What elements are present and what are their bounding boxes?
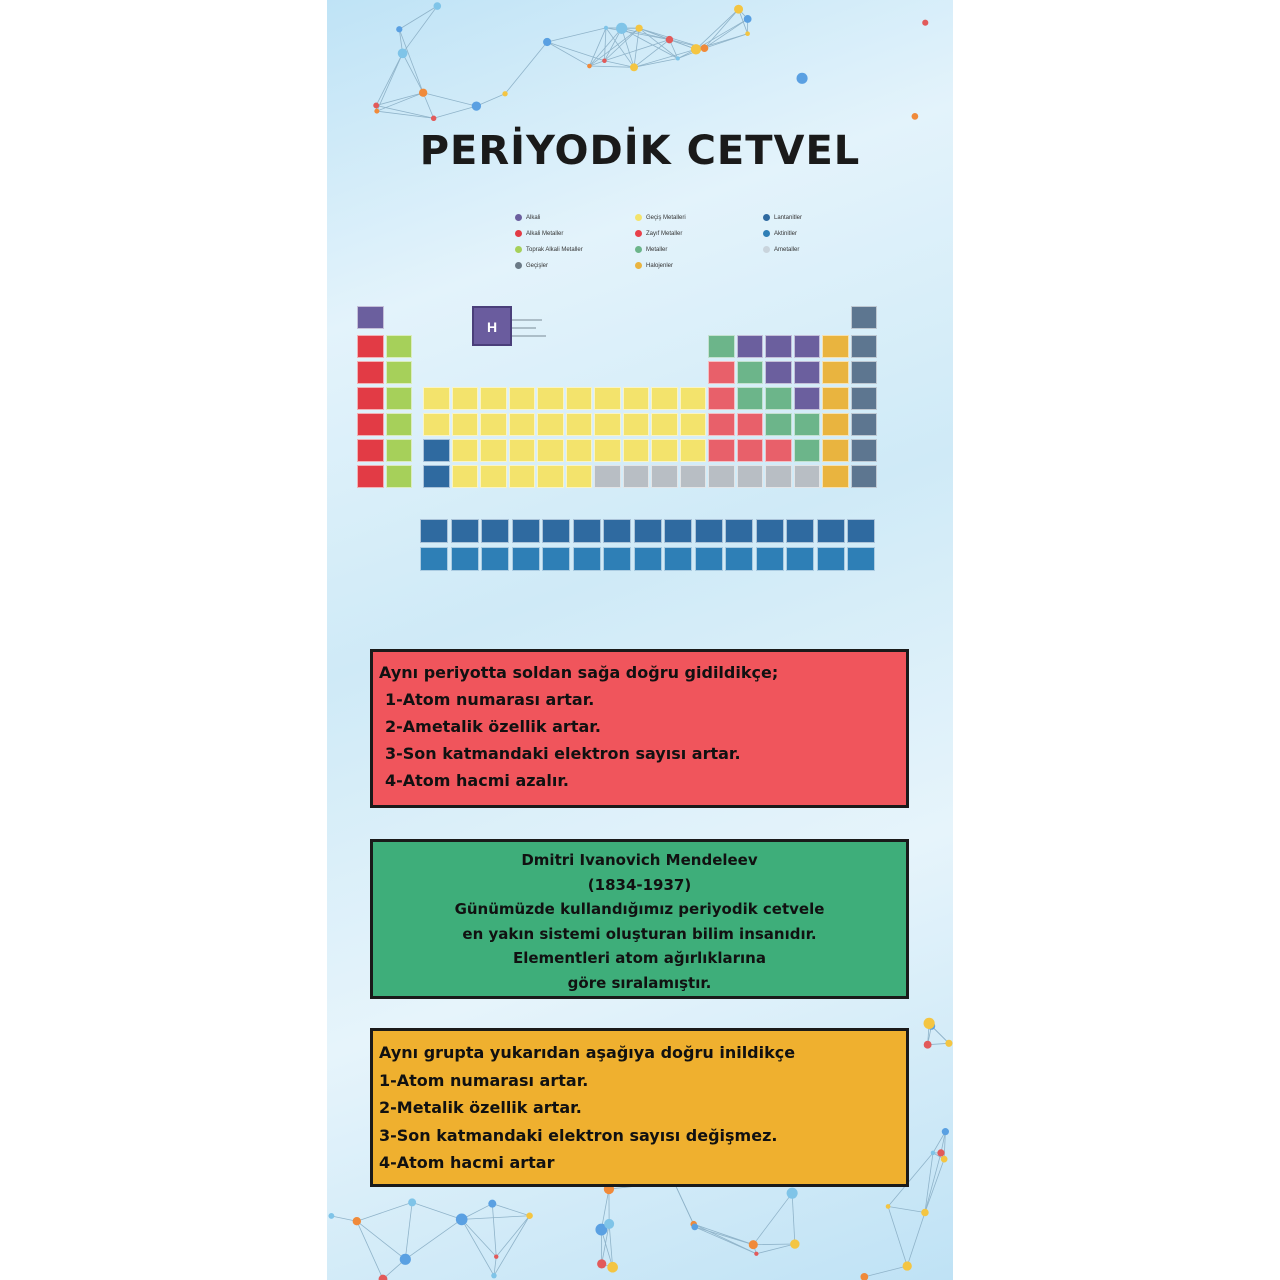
legend-color-dot	[763, 214, 770, 221]
element-cell	[452, 387, 479, 410]
molecule-atom	[400, 1254, 411, 1265]
element-cell	[451, 519, 479, 543]
molecule-bond	[357, 1202, 412, 1221]
molecule-bond	[492, 1204, 529, 1216]
element-cell	[851, 413, 878, 436]
molecule-bond	[494, 1216, 530, 1276]
group-trend-item: 4-Atom hacmi artar	[379, 1153, 555, 1172]
element-cell	[623, 465, 650, 488]
molecule-bond	[462, 1216, 530, 1220]
molecule-bond	[547, 28, 606, 42]
element-cell	[794, 413, 821, 436]
element-cell	[481, 547, 509, 571]
element-cell	[480, 439, 507, 462]
element-cell	[480, 413, 507, 436]
element-cell	[765, 465, 792, 488]
element-cell	[386, 413, 413, 436]
molecule-atom	[676, 56, 680, 60]
molecule-atom	[691, 1224, 698, 1231]
element-cell	[480, 387, 507, 410]
element-cell	[680, 413, 707, 436]
molecule-bond	[462, 1219, 497, 1256]
molecule-atom	[701, 44, 709, 52]
mendeleev-years: (1834-1937)	[587, 875, 692, 894]
element-cell	[423, 387, 450, 410]
legend-label: Alkali Metaller	[526, 230, 564, 237]
element-cell	[794, 387, 821, 410]
element-cell	[851, 387, 878, 410]
molecule-bond	[357, 1221, 383, 1279]
element-cell	[537, 465, 564, 488]
molecule-atom	[396, 26, 402, 32]
element-cell	[386, 465, 413, 488]
legend-color-dot	[515, 230, 522, 237]
element-cell	[594, 465, 621, 488]
molecule-atom	[749, 1240, 758, 1249]
molecule-bond	[674, 1182, 695, 1226]
molecule-atom	[903, 1261, 912, 1270]
element-cell	[794, 439, 821, 462]
molecule-bond	[756, 1244, 794, 1254]
element-cell	[851, 306, 878, 329]
molecule-bond	[405, 1219, 461, 1259]
element-cell	[603, 519, 631, 543]
mendeleev-text: Günümüzde kullandığımız periyodik cetvele	[454, 900, 825, 918]
molecule-bond	[925, 1159, 944, 1212]
element-cell	[537, 413, 564, 436]
element-cell	[566, 439, 593, 462]
element-cell	[537, 387, 564, 410]
molecule-bond	[462, 1219, 494, 1275]
legend-label: Lantanitler	[774, 214, 803, 221]
mendeleev-text: en yakın sistemi oluşturan bilim insanıdır.	[462, 924, 817, 943]
molecule-atom	[924, 1018, 935, 1029]
element-cell	[594, 439, 621, 462]
mendeleev-name: Dmitri Ivanovich Mendeleev	[521, 851, 758, 869]
element-cell	[420, 519, 448, 543]
legend-item	[515, 246, 635, 253]
molecule-atom	[543, 38, 551, 46]
element-cell	[509, 439, 536, 462]
element-cell	[680, 439, 707, 462]
molecule-bond	[753, 1193, 792, 1245]
group-trend-item: 1-Atom numarası artar.	[379, 1070, 589, 1090]
element-cell	[634, 519, 662, 543]
molecule-bond	[925, 1153, 941, 1213]
legend-item	[635, 230, 755, 237]
molecule-bond	[888, 1206, 907, 1266]
element-cell	[386, 335, 413, 358]
poster	[327, 0, 953, 1280]
molecule-bond	[399, 29, 423, 92]
molecule-atom	[602, 59, 607, 64]
element-cell	[651, 387, 678, 410]
element-cell	[695, 547, 723, 571]
molecule-atom	[787, 1188, 798, 1199]
element-cell	[512, 547, 540, 571]
element-cell	[452, 413, 479, 436]
element-cell	[566, 413, 593, 436]
molecule-bond	[376, 53, 402, 105]
element-cell	[357, 335, 384, 358]
molecule-bond	[357, 1221, 405, 1259]
legend-color-dot	[635, 230, 642, 237]
molecule-atom	[734, 5, 743, 14]
molecule-atom	[491, 1273, 496, 1278]
molecule-atom	[790, 1239, 799, 1248]
molecule-atom	[912, 113, 919, 120]
legend-item	[635, 214, 755, 221]
molecule-bond	[634, 40, 669, 68]
molecule-atom	[604, 26, 608, 30]
hydrogen-detail-cell: H	[472, 306, 512, 346]
molecule-atom	[931, 1151, 935, 1155]
element-cell	[481, 519, 509, 543]
legend-label: Aktinitler	[774, 230, 798, 237]
molecule-atom	[635, 25, 642, 32]
molecule-atom	[945, 1040, 952, 1047]
legend-item	[763, 246, 883, 253]
element-cell	[708, 413, 735, 436]
element-cell	[847, 519, 875, 543]
element-cell	[386, 387, 413, 410]
element-cell	[708, 465, 735, 488]
molecule-atom	[745, 31, 750, 36]
element-cell	[794, 335, 821, 358]
element-cell	[737, 335, 764, 358]
molecule-atom	[398, 48, 408, 58]
molecule-atom	[328, 1213, 334, 1219]
molecule-bond	[634, 58, 678, 67]
legend-label: Toprak Alkali Metaller	[526, 246, 583, 253]
element-cell	[737, 361, 764, 384]
molecule-atom	[373, 103, 379, 109]
molecule-atom	[607, 1262, 618, 1273]
legend-item	[515, 262, 635, 269]
element-cell	[594, 387, 621, 410]
legend-item	[763, 230, 883, 237]
molecule-bond	[405, 1202, 412, 1259]
element-cell	[680, 387, 707, 410]
element-cell	[851, 361, 878, 384]
legend-label: Metaller	[646, 246, 668, 253]
molecule-atom	[374, 109, 379, 114]
group-trend-item: 3-Son katmandaki elektron sayısı değişmez.	[379, 1125, 778, 1145]
molecule-atom	[616, 23, 627, 34]
element-cell	[822, 439, 849, 462]
element-cell	[794, 361, 821, 384]
legend-item	[635, 262, 755, 269]
legend-color-dot	[515, 214, 522, 221]
element-cell	[765, 387, 792, 410]
element-cell	[573, 519, 601, 543]
element-cell	[452, 465, 479, 488]
molecule-bond	[695, 1227, 757, 1254]
element-cell	[765, 361, 792, 384]
element-cell	[357, 306, 384, 329]
element-cell	[851, 335, 878, 358]
legend-color-dot	[635, 214, 642, 221]
molecule-atom	[597, 1259, 606, 1268]
element-cell	[851, 439, 878, 462]
molecule-atom	[526, 1212, 533, 1219]
element-cell	[357, 413, 384, 436]
molecule-atom	[587, 64, 592, 69]
molecule-bond	[792, 1193, 795, 1244]
element-cell	[664, 519, 692, 543]
element-cell	[695, 519, 723, 543]
legend-color-dot	[515, 246, 522, 253]
page-title: PERİYODİK CETVEL	[419, 128, 861, 174]
molecule-atom	[942, 1128, 949, 1135]
period-trend-item: 1-Atom numarası artar.	[385, 690, 595, 709]
molecule-bond	[412, 1202, 462, 1219]
legend-color-dot	[763, 230, 770, 237]
legend-label: Alkali	[526, 214, 541, 221]
molecule-atom	[494, 1254, 498, 1258]
molecule-bond	[888, 1206, 925, 1212]
element-cell	[623, 387, 650, 410]
molecule-atom	[666, 36, 674, 44]
element-cell	[725, 519, 753, 543]
element-cell	[786, 519, 814, 543]
molecule-atom	[604, 1219, 614, 1229]
element-cell	[651, 465, 678, 488]
element-cell	[386, 361, 413, 384]
element-cell	[680, 465, 707, 488]
molecule-bond	[476, 94, 505, 106]
element-cell	[737, 439, 764, 462]
legend-label: Geçişler	[526, 262, 549, 269]
molecule-atom	[921, 1209, 929, 1217]
element-cell	[708, 387, 735, 410]
element-cell	[765, 335, 792, 358]
molecule-bond	[434, 106, 477, 118]
element-cell	[794, 465, 821, 488]
molecule-bond	[376, 93, 423, 106]
element-cell	[623, 439, 650, 462]
molecule-atom	[924, 1041, 932, 1049]
legend-item	[515, 214, 635, 221]
element-cell	[737, 387, 764, 410]
legend-item	[515, 230, 635, 237]
molecule-atom	[433, 2, 441, 10]
element-cell	[420, 547, 448, 571]
molecule-atom	[886, 1204, 891, 1209]
element-cell	[603, 547, 631, 571]
molecule-atom	[744, 15, 752, 23]
element-cell	[509, 413, 536, 436]
mendeleev-box	[370, 839, 909, 999]
molecule-bond	[639, 28, 678, 58]
molecule-atom	[456, 1214, 468, 1226]
molecule-bond	[864, 1266, 907, 1277]
element-cell	[566, 387, 593, 410]
element-cell	[594, 413, 621, 436]
molecule-bond	[492, 1204, 496, 1257]
molecule-bond	[399, 6, 437, 29]
element-cell	[708, 361, 735, 384]
period-trend-box	[370, 649, 909, 808]
legend-label: Halojenler	[646, 262, 674, 269]
element-cell	[822, 387, 849, 410]
molecule-atom	[754, 1252, 758, 1256]
molecule-atom	[502, 91, 507, 96]
molecule-bond	[423, 93, 476, 106]
molecule-bond	[604, 28, 606, 61]
legend-label: Geçiş Metalleri	[646, 214, 686, 221]
element-cell	[786, 547, 814, 571]
group-trend-box	[370, 1028, 909, 1187]
molecule-atom	[431, 116, 436, 121]
molecule-atom	[408, 1198, 416, 1206]
legend-color-dot	[635, 262, 642, 269]
element-cell	[451, 547, 479, 571]
legend-label: Ametaller	[774, 246, 800, 253]
element-cell	[623, 413, 650, 436]
element-cell	[357, 361, 384, 384]
element-cell	[737, 465, 764, 488]
molecule-bond	[606, 28, 634, 67]
group-trend-item: 2-Metalik özellik artar.	[379, 1098, 582, 1117]
element-cell	[822, 465, 849, 488]
molecule-bond	[925, 1153, 933, 1213]
period-trend-item: 2-Ametalik özellik artar.	[385, 717, 601, 736]
element-cell	[452, 439, 479, 462]
element-cell	[847, 547, 875, 571]
period-trend-item: 4-Atom hacmi azalır.	[385, 771, 569, 790]
period-trend-item: 3-Son katmandaki elektron sayısı artar.	[385, 744, 741, 763]
mendeleev-text: göre sıralamıştır.	[567, 973, 712, 992]
legend-item	[763, 214, 883, 221]
element-cell	[822, 413, 849, 436]
molecule-atom	[630, 63, 638, 71]
molecule-bond	[753, 1244, 795, 1245]
element-cell	[480, 465, 507, 488]
molecule-atom	[922, 20, 928, 26]
element-cell	[817, 547, 845, 571]
element-cell	[765, 413, 792, 436]
molecule-atom	[353, 1217, 361, 1225]
element-cell	[423, 465, 450, 488]
element-cell	[725, 547, 753, 571]
element-cell	[537, 439, 564, 462]
legend	[515, 214, 865, 276]
element-cell	[756, 547, 784, 571]
element-cell	[822, 361, 849, 384]
molecule-bond	[496, 1216, 529, 1257]
element-cell	[651, 413, 678, 436]
molecule-bond	[403, 6, 438, 53]
element-cell	[509, 465, 536, 488]
element-cell	[386, 439, 413, 462]
detail-callout-lines	[512, 314, 550, 340]
element-cell	[423, 413, 450, 436]
molecule-atom	[797, 73, 808, 84]
legend-label: Zayıf Metaller	[646, 230, 683, 237]
element-cell	[708, 439, 735, 462]
molecule-atom	[488, 1200, 496, 1208]
element-cell	[651, 439, 678, 462]
legend-color-dot	[635, 246, 642, 253]
molecule-atom	[472, 101, 481, 110]
element-cell	[423, 439, 450, 462]
element-cell	[737, 413, 764, 436]
element-cell	[509, 387, 536, 410]
group-trend-heading: Aynı grupta yukarıdan aşağıya doğru inildikçe	[379, 1043, 796, 1062]
molecule-atom	[860, 1273, 868, 1280]
period-trend-heading: Aynı periyotta soldan sağa doğru gidildikçe;	[379, 663, 779, 682]
element-cell	[634, 547, 662, 571]
element-cell	[708, 335, 735, 358]
element-cell	[357, 387, 384, 410]
mendeleev-text: Elementleri atom ağırlıklarına	[512, 949, 766, 967]
element-cell	[542, 547, 570, 571]
element-cell	[566, 465, 593, 488]
element-cell	[357, 439, 384, 462]
molecule-atom	[691, 44, 701, 54]
legend-color-dot	[763, 246, 770, 253]
molecule-atom	[419, 89, 427, 97]
periodic-table	[357, 306, 931, 576]
element-cell	[756, 519, 784, 543]
molecule-bond	[505, 42, 547, 94]
molecule-bond	[907, 1212, 925, 1266]
element-cell	[512, 519, 540, 543]
element-cell	[822, 335, 849, 358]
molecule-atom	[379, 1275, 388, 1280]
legend-item	[635, 246, 755, 253]
element-cell	[851, 465, 878, 488]
element-cell	[542, 519, 570, 543]
element-cell	[664, 547, 692, 571]
molecule-atom	[937, 1149, 944, 1156]
element-cell	[765, 439, 792, 462]
molecule-bond	[695, 1227, 753, 1245]
element-cell	[573, 547, 601, 571]
molecule-bond	[403, 53, 424, 92]
element-cell	[357, 465, 384, 488]
molecule-atom	[941, 1156, 948, 1163]
legend-color-dot	[515, 262, 522, 269]
element-cell	[817, 519, 845, 543]
